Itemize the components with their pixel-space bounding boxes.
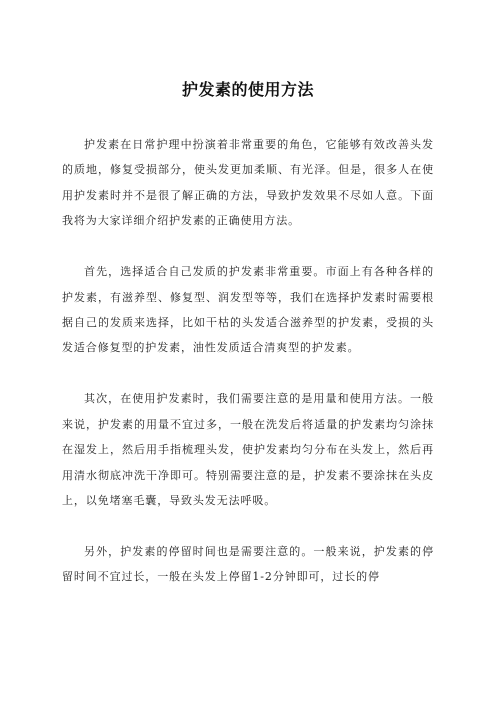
paragraph-intro: 护发素在日常护理中扮演着非常重要的角色，它能够有效改善头发的质地，修复受损部分，使头发更加柔顺、有光泽。但是，很多人在使用护发素时并不是很了解正确的方法，导致护发效果不尽如人意。下面我将为大家详细介绍护发素的正确使用方法。 (62, 138, 434, 228)
paragraph-usage: 其次，在使用护发素时，我们需要注意的是用量和使用方法。一般来说，护发素的用量不宜过多，一般在洗发后将适量的护发素均匀涂抹在湿发上，然后用手指梳理头发，使护发素均匀分布在头发上，然后再用清水彻底冲洗干净即可。特别需要注意的是，护发素不要涂抹在头皮上，以免堵塞毛囊，导致头发无法呼吸。 (62, 392, 434, 508)
document-title: 护发素的使用方法 (181, 80, 314, 99)
paragraph-choose: 首先，选择适合自己发质的护发素非常重要。市面上有各种各样的护发素，有滋养型、修复型、润发型等等，我们在选择护发素时需要根据自己的发质来选择，比如干枯的头发适合滋养型的护发素，受损的头发适合修复型的护发素，油性发质适合清爽型的护发素。 (62, 265, 434, 355)
paragraph-duration: 另外，护发素的停留时间也是需要注意的。一般来说，护发素的停留时间不宜过长，一般在头发上停留1-2分钟即可，过长的停 (62, 545, 434, 584)
document-body (62, 132, 434, 615)
